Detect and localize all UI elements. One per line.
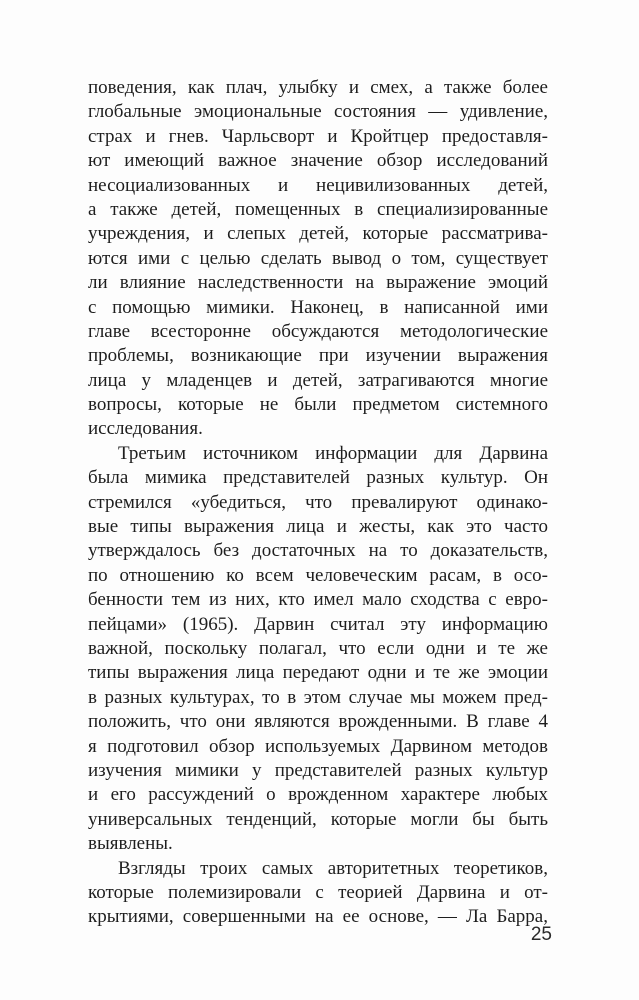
text-line: несоциализованных и нецивилизованных детей,	[88, 174, 548, 196]
text-line: а также детей, помещенных в специализированные	[88, 198, 548, 220]
text-line: поведения, как плач, улыбку и смех, а также более	[88, 77, 548, 98]
text-line: вопросы, которые не были предметом системного	[88, 394, 548, 416]
text-line: глобальные эмоциональные состояния — удивление,	[88, 101, 548, 123]
text-line: важной, поскольку полагал, что если одни и те же	[88, 637, 548, 659]
text-line: проблемы, возникающие при изучении выражения	[88, 345, 548, 367]
text-line: утверждалось без достаточных на то доказательств,	[88, 540, 548, 562]
text-line: лица у младенцев и детей, затрагиваются многие	[88, 369, 548, 391]
text-line: Взгляды троих самых авторитетных теоретиков,	[118, 857, 548, 879]
body-text	[88, 76, 548, 930]
text-line: учреждения, и слепых детей, которые рассматрива-	[88, 223, 548, 245]
text-line: типы выражения лица передают одни и те же эмоции	[88, 662, 548, 684]
text-line: стремился «убедиться, что превалируют одинако-	[88, 491, 548, 513]
text-line: пейцами» (1965). Дарвин считал эту информацию	[88, 613, 548, 635]
page-number: 25	[530, 924, 552, 945]
text-line: с помощью мимики. Наконец, в написанной ими	[88, 296, 548, 318]
text-line: по отношению ко всем человеческим расам, в осо-	[88, 564, 548, 586]
text-line: и его рассуждений о врожденном характере любых	[88, 784, 548, 806]
text-line: крытиями, совершенными на ее основе, — Ла Барра,	[88, 906, 548, 928]
text-line: исследования.	[88, 418, 203, 440]
text-line: Третьим источником информации для Дарвина	[118, 442, 548, 464]
text-line: изучения мимики у представителей разных культур	[88, 759, 548, 781]
text-line: главе всесторонне обсуждаются методологические	[88, 320, 548, 342]
text-line: которые полемизировали с теорией Дарвина и от-	[88, 881, 548, 903]
text-line: ются ими с целью сделать вывод о том, существует	[88, 247, 548, 269]
text-line: ли влияние наследственности на выражение эмоций	[88, 272, 548, 294]
text-line: ют имеющий важное значение обзор исследований	[88, 150, 548, 172]
text-line: страх и гнев. Чарльсворт и Кройтцер предоставля-	[88, 125, 548, 147]
text-line: бенности тем из них, кто имел мало сходства с евро-	[88, 589, 548, 611]
text-line: вые типы выражения лица и жесты, как это часто	[88, 516, 548, 538]
text-line: выявлены.	[88, 833, 173, 855]
text-line: была мимика представителей разных культур. Он	[88, 467, 548, 489]
text-line: в разных культурах, то в этом случае мы можем пред-	[88, 686, 548, 708]
text-line: я подготовил обзор используемых Дарвином методов	[88, 735, 548, 757]
text-line: положить, что они являются врожденными. В главе 4	[88, 711, 548, 733]
text-line: универсальных тенденций, которые могли бы быть	[88, 808, 548, 830]
